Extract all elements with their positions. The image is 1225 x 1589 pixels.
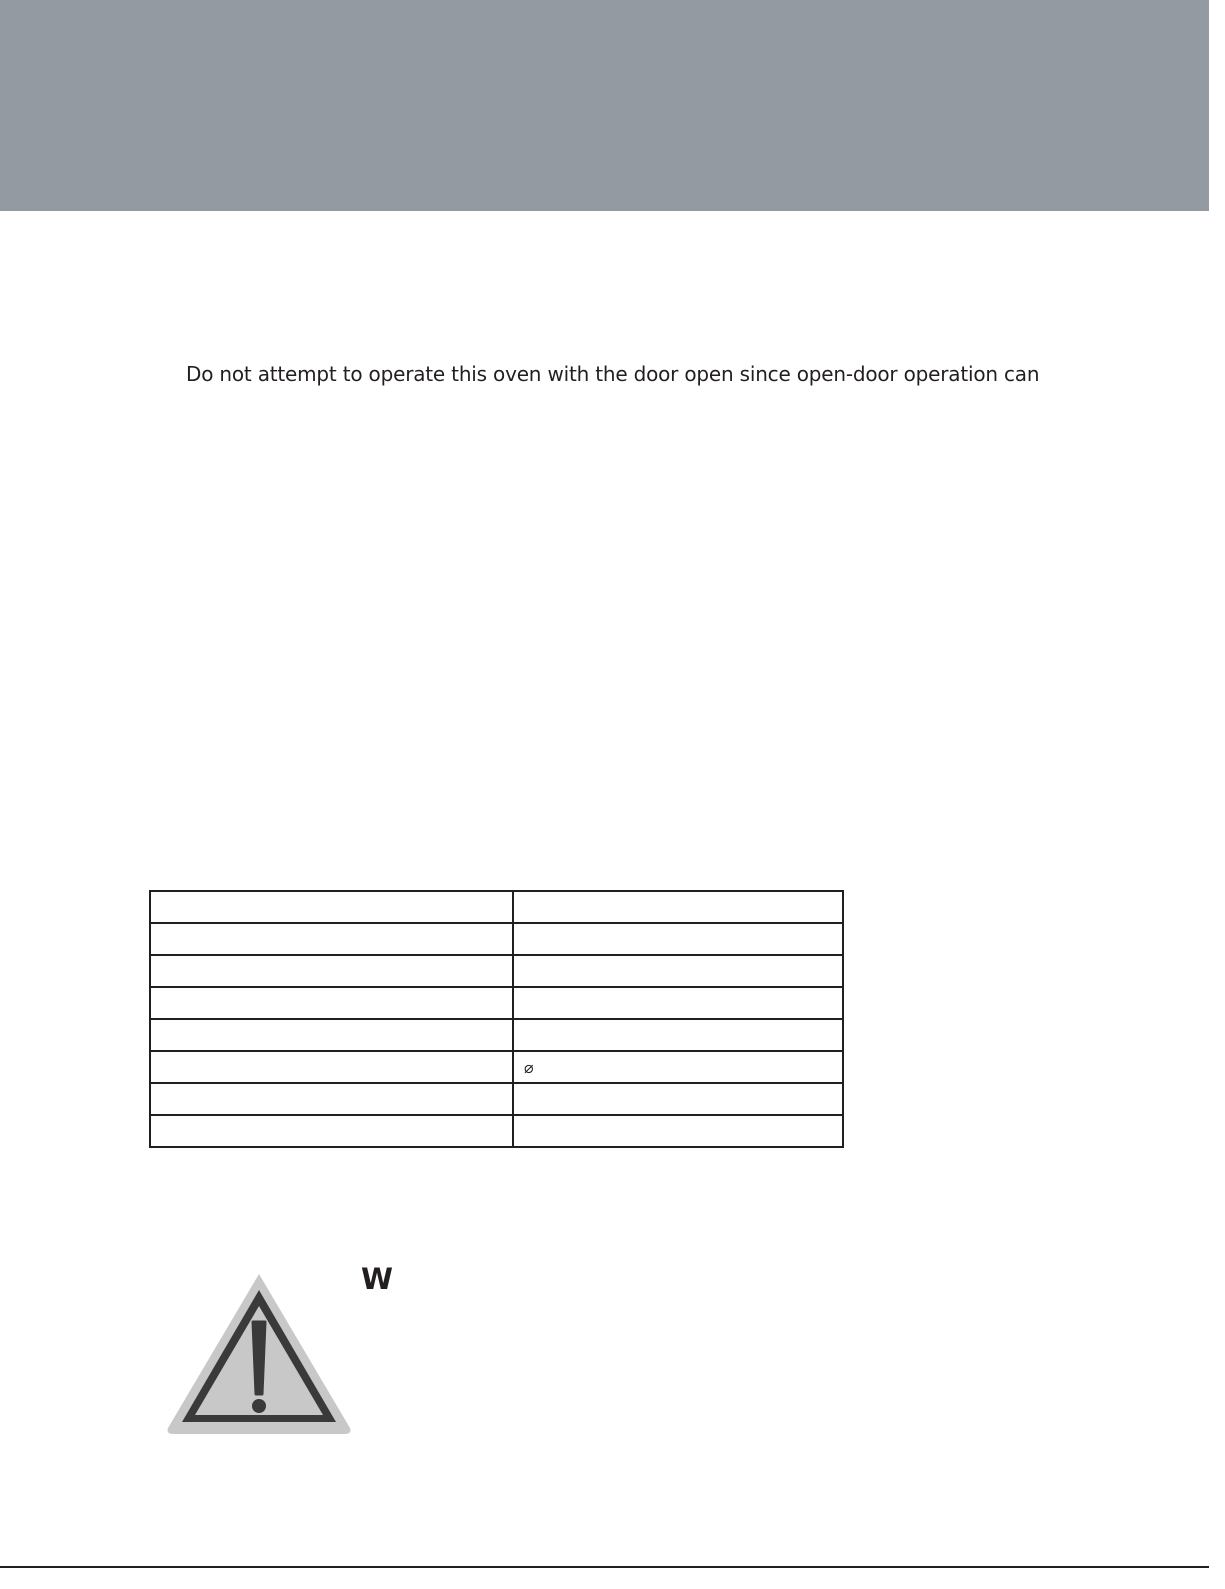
table-cell xyxy=(150,1083,513,1115)
table-cell xyxy=(513,955,843,987)
table-cell xyxy=(513,1115,843,1147)
table-cell xyxy=(150,987,513,1019)
table-cell xyxy=(150,1051,513,1083)
diameter-symbol-cell: ⌀ xyxy=(513,1051,843,1083)
table-row xyxy=(150,1019,843,1051)
warning-heading: W xyxy=(361,1262,393,1296)
table-cell xyxy=(513,891,843,923)
table-cell xyxy=(150,955,513,987)
table-row xyxy=(150,1083,843,1115)
intro-paragraph: Do not attempt to operate this oven with the door open since open-door operation can xyxy=(186,362,1040,386)
table-cell xyxy=(150,1019,513,1051)
table-row xyxy=(150,1115,843,1147)
table-cell xyxy=(513,987,843,1019)
table-row xyxy=(150,955,843,987)
table-row xyxy=(150,987,843,1019)
header-band xyxy=(0,0,1209,211)
table-cell xyxy=(513,1019,843,1051)
table-cell xyxy=(150,1115,513,1147)
specifications-table xyxy=(149,890,844,1148)
table-cell xyxy=(513,923,843,955)
table-cell xyxy=(513,1083,843,1115)
bottom-rule xyxy=(0,1566,1209,1568)
table-cell xyxy=(150,923,513,955)
table-cell xyxy=(150,891,513,923)
table-row xyxy=(150,923,843,955)
table-row xyxy=(150,1051,843,1083)
table-row xyxy=(150,891,843,923)
warning-triangle-icon xyxy=(164,1270,354,1436)
